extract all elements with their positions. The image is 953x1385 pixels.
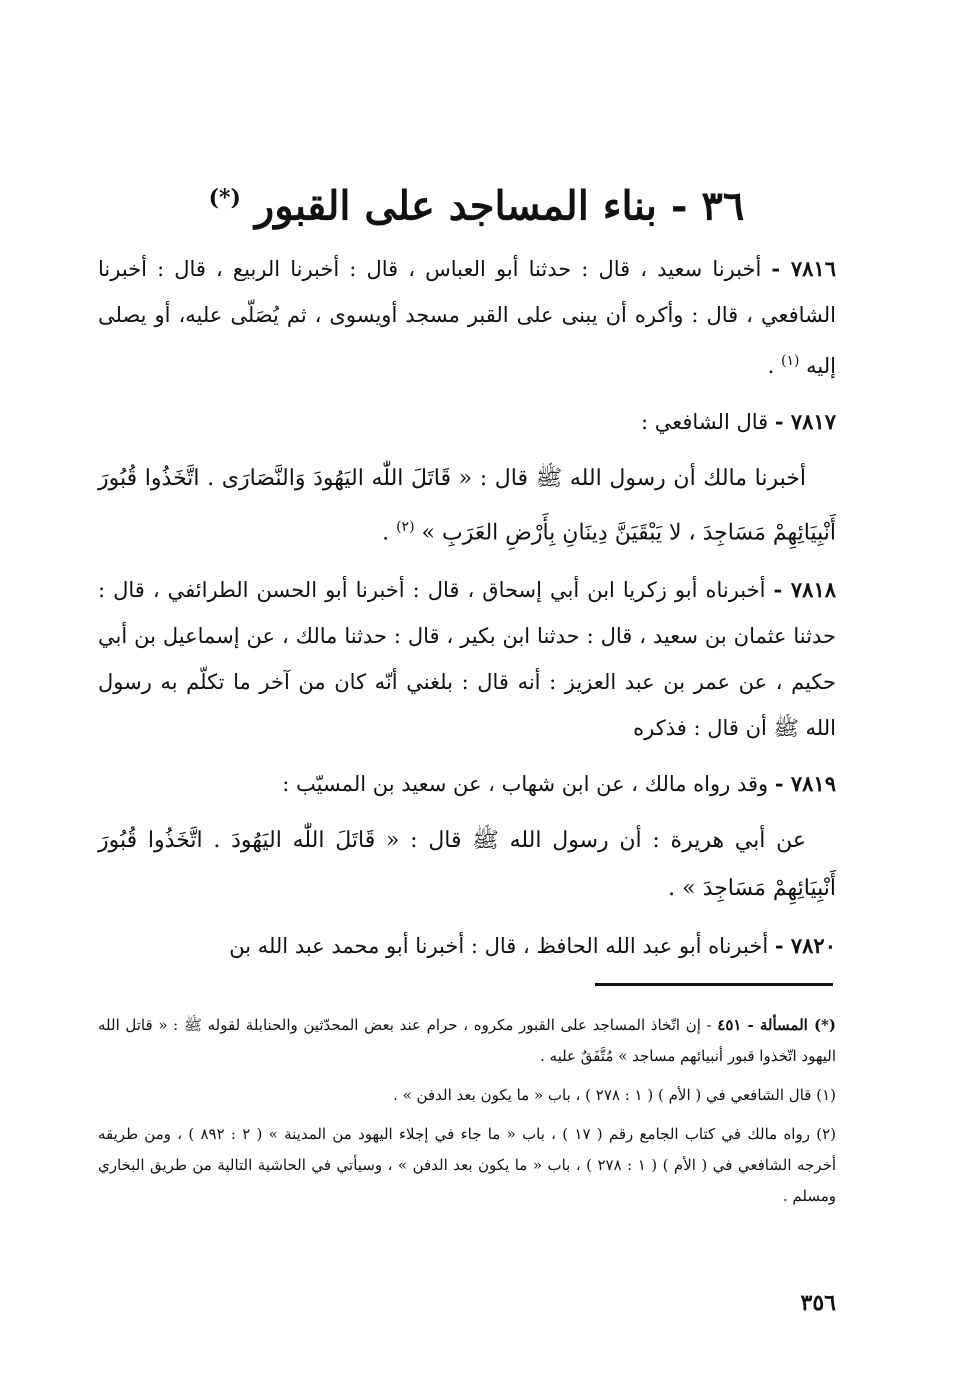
paragraph-text: قال الشافعي : [641, 410, 775, 434]
footnote-ref: (٢) [396, 519, 415, 535]
footnote-ref: (١) [781, 353, 800, 369]
hadith-number: ٧٨١٩ - [774, 771, 836, 797]
paragraph-text: أخبرناه أبو عبد الله الحافظ ، قال : أخبرنا أبو محمد عبد الله بن [229, 934, 775, 959]
paragraph-text: عن أبي هريرة : أن رسول الله ﷺ قال : « قَاتَلَ اللّٰه اليَهُودَ . اتَّخَذُوا قُبُورَ أَنْبِيَائِهِمْ مَسَاجِدَ » [98, 828, 836, 902]
paragraph-text: وقد رواه مالك ، عن ابن شهاب ، عن سعيد بن المسيّب : [282, 772, 775, 797]
hadith-number: ٧٨١٦ - [771, 256, 836, 281]
paragraph-tail: . [767, 354, 781, 378]
paragraph-7820 [98, 923, 836, 969]
chapter-title-text: ٣٦ - بناء المساجد على القبور [254, 182, 745, 230]
hadith-number: ٧٨١٨ - [773, 577, 837, 603]
paragraph-tail: . [382, 520, 397, 546]
paragraph-7819-quote [98, 817, 836, 913]
chapter-title [0, 170, 953, 234]
footnote-star [98, 1010, 836, 1072]
paragraph-7816 [98, 246, 836, 389]
paragraph-7817-quote [98, 455, 836, 557]
hadith-number: ٧٨٢٠ - [774, 933, 836, 959]
paragraph-7817 [98, 399, 836, 445]
footnote-2 [98, 1119, 836, 1212]
hadith-number: ٧٨١٧ - [774, 409, 836, 434]
footnote-text: (٢) رواه مالك في كتاب الجامع رقم ( ١٧ ) ، باب « ما جاء في إجلاء اليهود من المدينة » ( ٢ : ٨٩٢ ) ، ومن طريقه أخرجه الشافعي في ( الأم ) ( ١ : ٢٧٨ ) ، باب « ما يكون بعد الدفن » ، وسيأتي في الحاشية التالية من طريق البخاري ومسلم . [98, 1125, 837, 1205]
paragraph-7819 [98, 761, 836, 807]
page-number: ٣٥٦ [800, 1290, 836, 1316]
paragraph-7818 [98, 567, 836, 751]
footnote-text: (١) قال الشافعي في ( الأم ) ( ١ : ٢٧٨ ) ، باب « ما يكون بعد الدفن » . [393, 1086, 836, 1104]
footnote-separator [595, 983, 833, 986]
paragraph-text: أخبرنا سعيد ، قال : حدثنا أبو العباس ، قال : أخبرنا الربيع ، قال : أخبرنا الشافعي ، قال : وأكره أن يبنى على القبر مسجد أويسوى ، ثم يُصَلّى عليه، أو يصلى إليه [98, 257, 836, 378]
footnotes [98, 1010, 836, 1220]
paragraph-tail: . [668, 876, 683, 902]
paragraph-text: أخبرنا مالك أن رسول الله ﷺ قال : « قَاتَلَ اللّٰه اليَهُودَ وَالنَّصَارَى . اتَّخَذُوا قُبُورَ أَنْبِيَائِهِمْ مَسَاجِدَ ، لا يَبْقَيَنَّ دِينَانِ بِأَرْضِ العَرَبِ » [98, 466, 836, 546]
footnote-text: - إن اتّخاذ المساجد على القبور مكروه ، حرام عند بعض المحدّثين والحنابلة لقوله ﷺ : « قاتل الله اليهود اتّخذوا قبور أنبيائهم مساجد » مُتَّفَقٌ عليه . [98, 1016, 836, 1065]
footnote-head: (*) المسألة - ٤٥١ [717, 1016, 836, 1034]
footnote-1 [98, 1080, 836, 1111]
chapter-title-footnote-mark: (*) [208, 185, 241, 211]
paragraph-text: أخبرناه أبو زكريا ابن أبي إسحاق ، قال : أخبرنا أبو الحسن الطرائفي ، قال : حدثنا عثمان بن سعيد ، قال : حدثنا ابن بكير ، قال : حدثنا مالك ، عن إسماعيل بن أبي حكيم ، عن عمر بن عبد العزيز : أنه قال : بلغني أنّه كان من آخر ما تكلّم به رسول الله ﷺ أن قال : فذكره [98, 578, 836, 741]
main-text [98, 246, 836, 979]
